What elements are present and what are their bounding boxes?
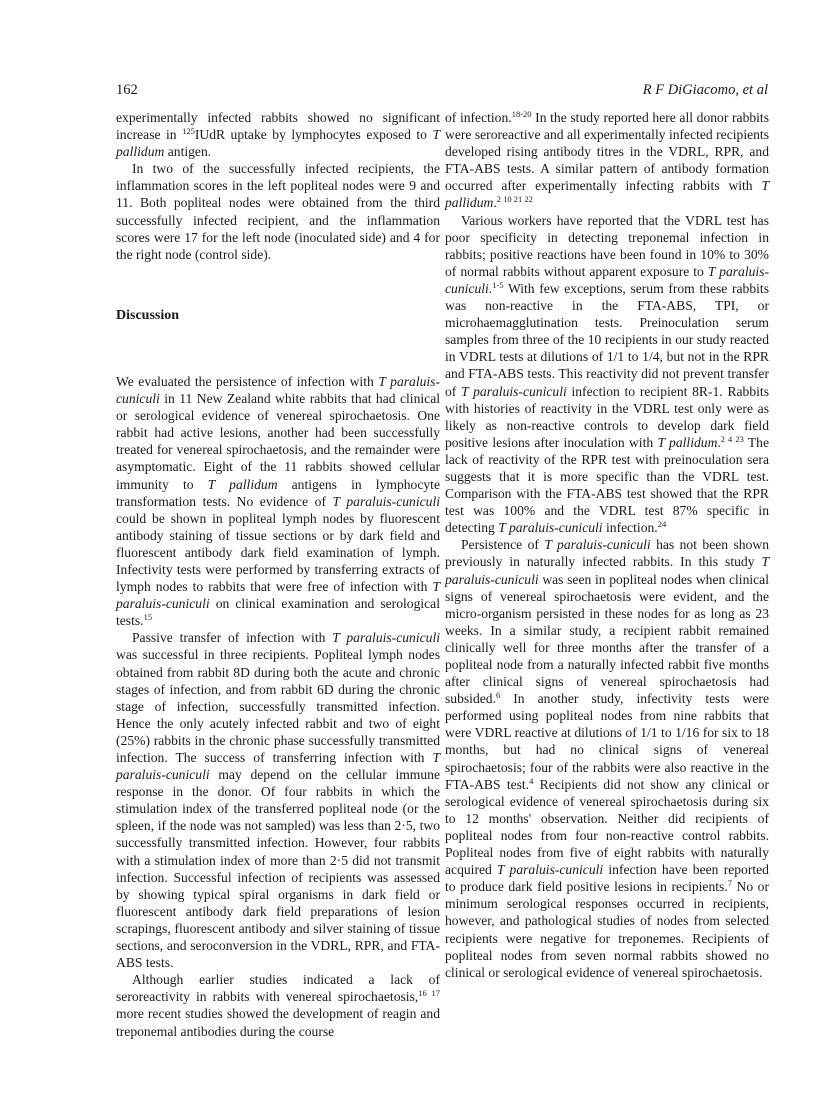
right-column xyxy=(445,109,769,981)
page-header xyxy=(116,82,768,104)
left-column xyxy=(116,109,440,1040)
page-number: 162 xyxy=(116,82,138,98)
section-heading-discussion: Discussion xyxy=(116,307,180,323)
running-head: R F DiGiacomo, et al xyxy=(642,82,768,98)
paragraph-passive-transfer: Passive transfer of infection with T paraluis-cuniculi was successful in three recipients. Popliteal lymph nodes obtained from rabbit 8D during both the acute and chronic stages of infection, and from rabbit 6D during the chronic stage of infection, successfully transmitted infection. Hence the only acutely infected rabbit and two of eight (25%) rabbits in the chronic phase successfully transmitted infection. The success of transferring infection with T paraluis-cuniculi may depend on the cellular immune response in the donor. Of four rabbits in which the stimulation index of the transferred popliteal node (or the spleen, if the node was not sampled) was less than 2·5, two successfully transmitted infection. However, four rabbits with a stimulation index of more than 2·5 did not transmit infection. Successful infection of recipients was assessed by showing typical spiral organisms in dark field or fluorescent antibody dark field preparations of lesion scrapings, fluorescent antibody and silver staining of tissue sections, and seroconversion in the VDRL, RPR, and FTA-ABS tests. xyxy=(116,630,440,971)
paragraph-persistence: Persistence of T paraluis-cuniculi has not been shown previously in naturally infected rabbits. In this study T paraluis-cuniculi was seen in popliteal nodes when clinical signs of venereal spirochaetosis were evident, and the micro-organism persisted in these nodes for as long as 23 weeks. In a similar study, a recipient rabbit remained clinically well for three months after the transfer of a popliteal node from a naturally infected rabbit five months after clinical signs of venereal spirochaetosis had subsided.$^6$ In another study, infectivity tests were performed using popliteal nodes from nine rabbits that were VDRL reactive at dilutions of 1/1 to 1/16 for six to 18 months, but had no clinical signs of venereal spirochaetosis; four of the rabbits were also reactive in the FTA-ABS test.$^4$ Recipients did not show any clinical or serological evidence of venereal spirochaetosis during six to 12 months' observation. Neither did recipients of popliteal nodes from four non-reactive control rabbits. Popliteal nodes from five of eight rabbits with naturally acquired T paraluis-cuniculi infection have been reported to produce dark field positive lesions in recipients.$^7$ No or minimum serological responses occurred in recipients, however, and pathological studies of nodes from selected recipients were negative for treponemes. Recipients of popliteal nodes from seven normal rabbits showed no clinical or serological evidence of venereal spirochaetosis. xyxy=(445,537,769,980)
paragraph-continued: experimentally infected rabbits showed no significant increase in $^{125}$IUdR uptake by lymphocytes exposed to T pallidum antigen. xyxy=(116,110,440,160)
paragraph-inflammation-scores: In two of the successfully infected recipients, the inflammation scores in the left popliteal nodes were 9 and 11. Both popliteal nodes were obtained from the third successfully infected recipient, and the inflammation scores were 17 for the left node (inoculated side) and 4 for the right node (control side). xyxy=(116,161,440,262)
paragraph-discussion-1: We evaluated the persistence of infection with T paraluis-cuniculi in 11 New Zealand white rabbits that had clinical or serological evidence of venereal spirochaetosis. One rabbit had active lesions, another had been successfully treated for venereal spirochaetosis, and the remainder were asymptomatic. Eight of the 11 rabbits showed cellular immunity to T pallidum antigens in lymphocyte transformation tests. No evidence of T paraluis-cuniculi could be shown in popliteal lymph nodes by fluorescent antibody staining of tissue sections or by dark field and fluorescent antibody dark field examination of lymph. Infectivity tests were performed by transferring extracts of lymph nodes to rabbits that were free of infection with T paraluis-cuniculi on clinical examination and serological tests.$^{15}$ xyxy=(116,373,441,629)
paragraph-vdrl-specificity: Various workers have reported that the VDRL test has poor specificity in detecting treponemal infection in rabbits; positive reactions have been found in 10% to 30% of normal rabbits without apparent exposure to T paraluis-cuniculi.$^{1-5}$ With few exceptions, serum from these rabbits was non-reactive in the FTA-ABS, TPI, or microhaemagglutination tests. Preinoculation serum samples from three of the 10 recipients in our study reacted in VDRL tests at dilutions of 1/1 to 1/4, but not in the RPR and FTA-ABS tests. This reactivity did not prevent transfer of T paraluis-cuniculi infection to recipient 8R-1. Rabbits with histories of reactivity in the VDRL test only were as likely as non-reactive controls to develop dark field positive lesions after inoculation with T pallidum.$^{2 4 23}$ The lack of reactivity of the RPR test with preinoculation sera suggests that it is more specific than the VDRL test. Comparison with the FTA-ABS test showed that the RPR test was 100% and the VDRL test 87% specific in detecting T paraluis-cuniculi infection.$^{24}$ xyxy=(445,212,770,536)
paragraph-continued-right: of infection.$^{18-20}$ In the study reported here all donor rabbits were seroreactive and all experimentally infected recipients developed rising antibody titres in the VDRL, RPR, and FTA-ABS tests. A similar pattern of antibody formation occurred after experimentally infecting rabbits with T pallidum.$^{2 10 21 22}$ xyxy=(445,109,770,211)
paragraph-seroreactivity: Although earlier studies indicated a lack of seroreactivity in rabbits with venereal spirochaetosis,$^{16 17}$ more recent studies showed the development of reagin and treponemal antibodies during the course xyxy=(116,972,441,1039)
